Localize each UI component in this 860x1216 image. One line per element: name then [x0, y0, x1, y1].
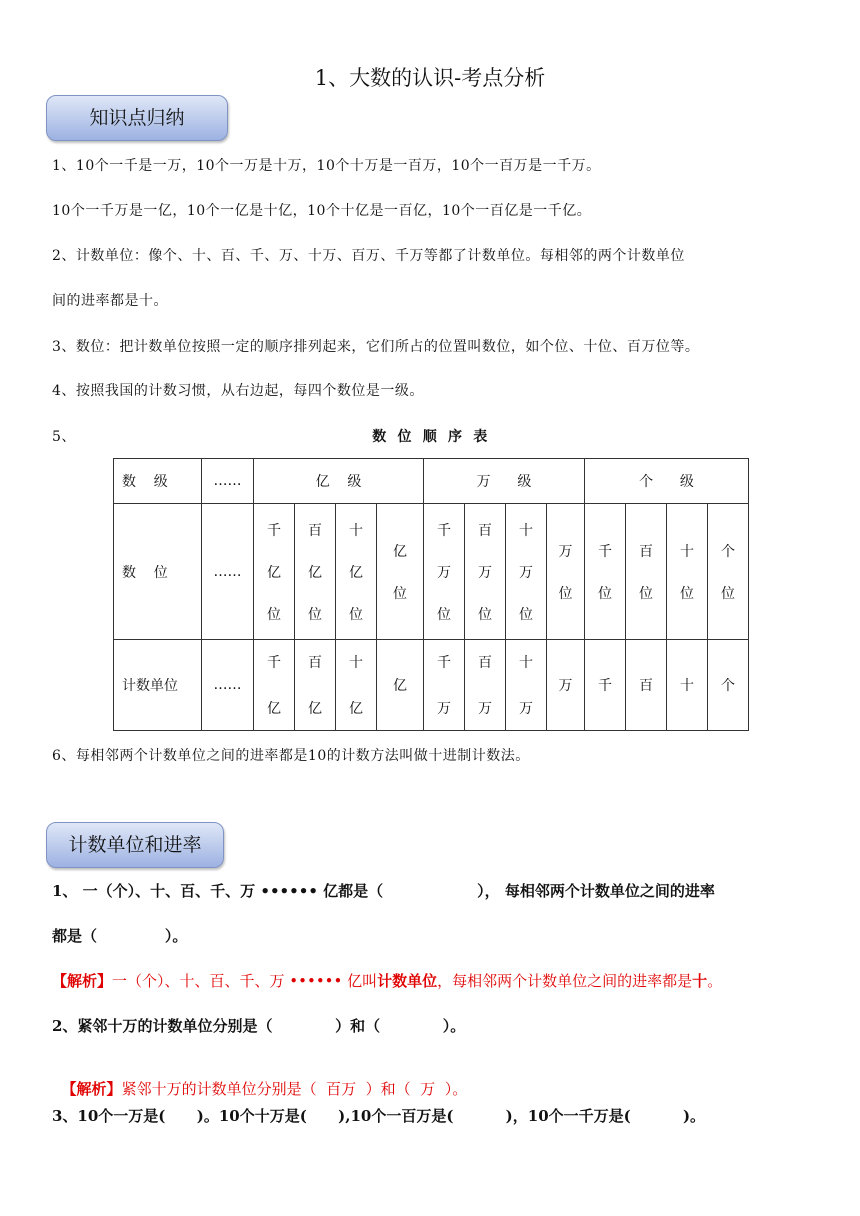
- place-cell: 千 位: [585, 504, 626, 640]
- knowledge-item-2: 2、计数单位：像个、十、百、千、万、十万、百万、千万等都了计数单位。每相邻的两个计数单位: [52, 248, 685, 264]
- knowledge-item-4: 4、按照我国的计数习惯，从右边起，每四个数位是一级。: [52, 383, 424, 399]
- section-badge-knowledge: 知识点归纳: [46, 95, 228, 141]
- section-badge-units: 计数单位和进率: [46, 822, 224, 868]
- wan-level: 万 级: [424, 459, 585, 504]
- yi-level: 亿 级: [254, 459, 424, 504]
- question-1-line-1: 1、 一（个）、十、百、千、万 •••••• 亿都是（ ）， 每相邻两个计数单位之间的进率: [52, 882, 715, 900]
- unit-cell: 个: [708, 640, 749, 731]
- knowledge-item-3: 3、数位：把计数单位按照一定的顺序排列起来，它们所占的位置叫数位，如个位、十位、百万位等。: [52, 339, 700, 355]
- unit-cell: 千 亿: [254, 640, 295, 731]
- table-row-levels: [114, 459, 749, 504]
- answer-tag: 【解析】: [61, 1080, 122, 1098]
- place-cell: 亿 位: [377, 504, 424, 640]
- table-row-units: [114, 640, 749, 731]
- place-cell: 千 万 位: [424, 504, 465, 640]
- units-header: 计数单位: [114, 640, 202, 731]
- question-3: 3、10个一万是( )。10个十万是( ),10个一百万是( )，10个一千万是( )。: [52, 1107, 706, 1125]
- place-cell: 十 亿 位: [336, 504, 377, 640]
- unit-cell: 千: [585, 640, 626, 731]
- unit-cell: 十 万: [506, 640, 547, 731]
- place-cell: 百 亿 位: [295, 504, 336, 640]
- place-cell: 万 位: [547, 504, 585, 640]
- place-cell: 百 位: [626, 504, 667, 640]
- unit-cell: 百 万: [465, 640, 506, 731]
- unit-cell: 百 亿: [295, 640, 336, 731]
- answer-2: 【解析】紧邻十万的计数单位分别是（ 百万 ）和（ 万 ）。: [61, 1080, 468, 1098]
- question-1-line-2: 都是（ ）。: [52, 927, 188, 945]
- ge-level: 个 级: [585, 459, 749, 504]
- knowledge-item-5-label: 5、: [52, 429, 76, 445]
- page-title: 1、大数的认识-考点分析: [314, 66, 546, 90]
- knowledge-item-2b: 间的进率都是十。: [52, 293, 168, 309]
- units-ellipsis: ……: [202, 640, 254, 731]
- places-header: 数 位: [114, 504, 202, 640]
- unit-cell: 千 万: [424, 640, 465, 731]
- levels-header: 数 级: [114, 459, 202, 504]
- levels-ellipsis: ……: [202, 459, 254, 504]
- table-title: 数 位 顺 序 表: [372, 429, 488, 445]
- question-2: 2、紧邻十万的计数单位分别是（ ）和（ ）。: [52, 1017, 466, 1035]
- place-cell: 百 万 位: [465, 504, 506, 640]
- unit-cell: 百: [626, 640, 667, 731]
- place-cell: 十 位: [667, 504, 708, 640]
- answer-tag: 【解析】: [52, 972, 113, 990]
- knowledge-item-1b: 10个一千万是一亿，10个一亿是十亿，10个十亿是一百亿，10个一百亿是一千亿。: [52, 203, 592, 219]
- unit-cell: 十: [667, 640, 708, 731]
- unit-cell: 万: [547, 640, 585, 731]
- knowledge-item-1: 1、10个一千是一万，10个一万是十万，10个十万是一百万，10个一百万是一千万。: [52, 158, 601, 174]
- unit-cell: 十 亿: [336, 640, 377, 731]
- unit-cell: 亿: [377, 640, 424, 731]
- table-row-places: [114, 504, 749, 640]
- place-cell: 个 位: [708, 504, 749, 640]
- place-value-table: [113, 458, 749, 731]
- place-cell: 千 亿 位: [254, 504, 295, 640]
- answer-1: 【解析】一（个）、十、百、千、万 •••••• 亿叫计数单位，每相邻两个计数单位之间的进率都是十。: [52, 972, 723, 990]
- places-ellipsis: ……: [202, 504, 254, 640]
- knowledge-item-6: 6、每相邻两个计数单位之间的进率都是10的计数方法叫做十进制计数法。: [52, 748, 530, 764]
- place-cell: 十 万 位: [506, 504, 547, 640]
